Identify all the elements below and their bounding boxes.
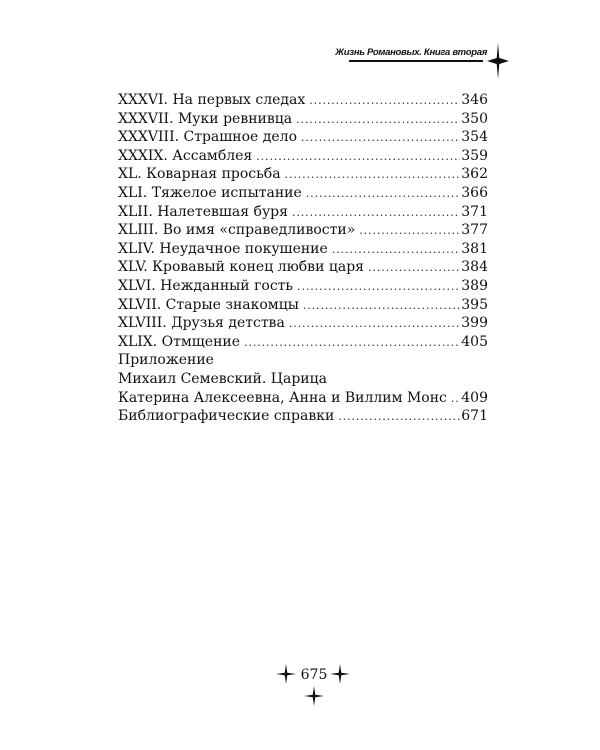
toc-entry[interactable] (118, 165, 488, 184)
toc-entry-page: 671 (461, 408, 488, 425)
toc-entry-title: XXXIX. Ассамблея (118, 147, 253, 164)
toc-entry-page: 395 (461, 296, 488, 313)
toc-entry-page: 359 (461, 147, 488, 164)
toc-entry-page: 377 (461, 222, 488, 239)
toc-entry-title: XLVIII. Друзья детства (118, 315, 285, 332)
toc-entry-page: 384 (461, 259, 488, 276)
toc-entry-title: Библиографические справки (118, 408, 335, 425)
toc-entry[interactable] (118, 258, 488, 277)
toc-entry-page: 354 (461, 129, 488, 146)
toc-entry-title: XLV. Кровавый конец любви царя (118, 259, 364, 276)
dot-leader (297, 278, 460, 297)
page-footer (276, 662, 350, 708)
toc-entry-title: XXXVIII. Страшное дело (118, 129, 298, 146)
toc-entry[interactable] (118, 333, 488, 352)
toc-entry[interactable] (118, 240, 488, 259)
toc-entry-title: XLIII. Во имя «справедливости» (118, 222, 356, 239)
toc-entry-title: Катерина Алексеевна, Анна и Виллим Монс (118, 389, 447, 406)
toc-entry-page: 346 (461, 92, 488, 108)
footer-star-right-icon (330, 664, 350, 684)
running-header (335, 44, 499, 66)
page-number: 675 (300, 667, 328, 683)
toc-entry[interactable] (118, 110, 488, 129)
appendix-entry[interactable] (118, 389, 488, 408)
appendix-author-line: Михаил Семевский. Царица (118, 370, 327, 387)
toc-entry-title: XL. Коварная просьба (118, 166, 281, 183)
toc-entry-page: 399 (461, 315, 488, 332)
toc-entry-title: XLIX. Отмщение (118, 333, 241, 350)
dot-leader (303, 297, 460, 316)
toc-entry-title: XLIV. Неудачное покушение (118, 240, 328, 257)
table-of-contents (118, 91, 488, 426)
toc-entry-title: XLI. Тяжелое испытание (118, 184, 302, 201)
toc-entry-page: 389 (461, 277, 488, 294)
toc-entry-title: XXXVII. Муки ревнивца (118, 110, 293, 127)
toc-entry[interactable] (118, 147, 488, 166)
toc-entry-page: 371 (461, 203, 488, 220)
header-rule (349, 60, 483, 62)
toc-entry-page: 362 (461, 166, 488, 183)
toc-entry-title: XLVII. Старые знакомцы (118, 296, 299, 313)
dot-leader (306, 185, 460, 204)
toc-entry-title: XLII. Налетевшая буря (118, 203, 288, 220)
dot-leader (256, 148, 460, 167)
dot-leader (301, 129, 460, 148)
dot-leader (338, 408, 460, 427)
toc-entry-page: 350 (461, 110, 488, 127)
bibliography-entry[interactable] (118, 407, 488, 426)
toc-entry-title: XLVI. Нежданный гость (118, 277, 294, 294)
dot-leader (359, 222, 460, 241)
toc-entry[interactable] (118, 203, 488, 222)
toc-entry[interactable] (118, 221, 488, 240)
toc-entry-page: 405 (461, 333, 488, 350)
dot-leader (289, 315, 460, 334)
toc-entry[interactable] (118, 277, 488, 296)
toc-entry[interactable] (118, 314, 488, 333)
toc-entry-title: XXXVI. На первых следах (118, 92, 306, 108)
toc-entry-page: 381 (461, 240, 488, 257)
running-header-title: Жизнь Романовых. Книга вторая (335, 47, 487, 58)
header-star-icon (487, 43, 509, 79)
toc-entry-page: 366 (461, 184, 488, 201)
dot-leader (451, 390, 460, 409)
dot-leader (309, 92, 460, 111)
footer-star-bottom-icon (304, 686, 324, 706)
appendix-heading: Приложение (118, 352, 214, 369)
toc-entry[interactable] (118, 128, 488, 147)
dot-leader (292, 204, 460, 223)
toc-entry-page: 409 (461, 389, 488, 406)
toc-entry[interactable] (118, 91, 488, 110)
toc-entry[interactable] (118, 296, 488, 315)
dot-leader (368, 259, 460, 278)
dot-leader (244, 334, 460, 353)
dot-leader (285, 166, 461, 185)
dot-leader (332, 241, 460, 260)
toc-entry[interactable] (118, 184, 488, 203)
footer-star-left-icon (276, 664, 296, 684)
dot-leader (296, 111, 460, 130)
